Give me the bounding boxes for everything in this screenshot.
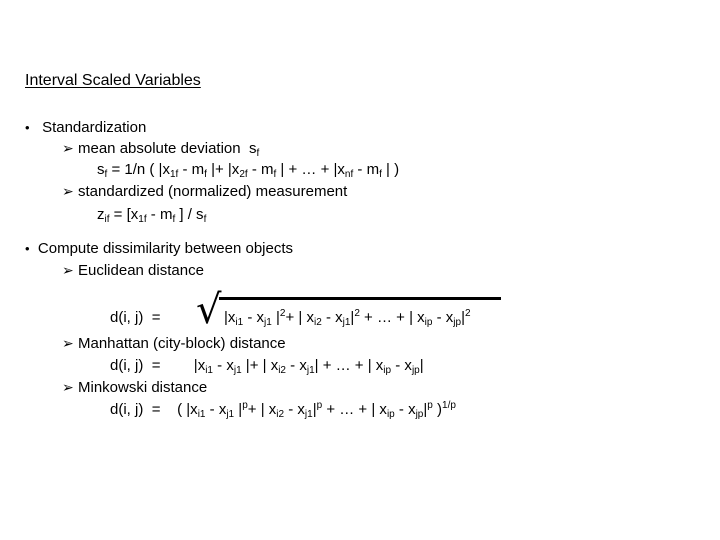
slide-title: Interval Scaled Variables — [25, 72, 201, 89]
item-label: standardized (normalized) measurement — [78, 183, 348, 200]
item-label: Euclidean distance — [78, 262, 204, 279]
euclidean-formula: $|x_{i1} - x_{j1}$ $|^2+$ | $x_{i2} - x_{j1}|^2$ + … + | $x_{ip} - x_{jp}|^2$ — [224, 308, 471, 328]
item-minkowski — [62, 379, 207, 396]
arrow-bullet-icon: ➢ — [62, 140, 74, 156]
item-mean-absolute-deviation: ➢ mean absolute deviation $s_f$ — [62, 140, 260, 159]
bullet-dot-icon: • — [25, 241, 30, 256]
bullet-label: Compute dissimilarity between objects — [37, 240, 294, 257]
item-label: Manhattan (city-block) distance — [78, 335, 286, 352]
euclidean-lhs — [110, 309, 160, 326]
equals-sign: = — [151, 401, 161, 418]
lhs-label: d(i, j) — [110, 309, 144, 326]
lhs-label: d(i, j) — [110, 357, 144, 374]
formula-sf: $s_f = 1/n$ ( $|x_{1f} - m_f$ |+ $|x_{2f} - m_f$ | + … + $|x_{nf} - m_f$ | ) — [97, 161, 400, 180]
minkowski-formula: d(i, j) = ( $|x_{i1} - x_{j1}$ $|^p+$ | $x_{i2} - x_{j1}|^p$ + … + | $x_{ip} - x_{jp}|^p$ )$^{1/p}$ — [110, 400, 456, 420]
item-label: mean absolute deviation — [78, 140, 241, 157]
equals-sign: = — [151, 309, 161, 326]
equals-sign: = — [151, 357, 161, 374]
bullet-dot-icon: • — [25, 120, 30, 135]
item-euclidean — [62, 262, 204, 279]
arrow-bullet-icon: ➢ — [62, 183, 74, 199]
arrow-bullet-icon: ➢ — [62, 379, 74, 395]
formula-zif: $z_{if} = [x_{1f} - m_f$ ] / $s_f$ — [97, 206, 207, 225]
bullet-standardization — [25, 119, 146, 136]
arrow-bullet-icon: ➢ — [62, 262, 74, 278]
bullet-label: Standardization — [42, 119, 147, 136]
arrow-bullet-icon: ➢ — [62, 335, 74, 351]
item-label: Minkowski distance — [78, 379, 208, 396]
radical-overline — [219, 297, 501, 300]
manhattan-formula: d(i, j) = $|x_{i1} - x_{j1}$ |+ | $x_{i2} - x_{j1}|$ + … + | $x_{ip} - x_{jp}|$ — [110, 357, 424, 376]
bullet-dissimilarity — [25, 240, 293, 257]
square-root-icon: √ — [196, 287, 222, 333]
item-standardized-measurement — [62, 183, 347, 200]
lhs-label: d(i, j) — [110, 401, 144, 418]
item-manhattan — [62, 335, 286, 352]
